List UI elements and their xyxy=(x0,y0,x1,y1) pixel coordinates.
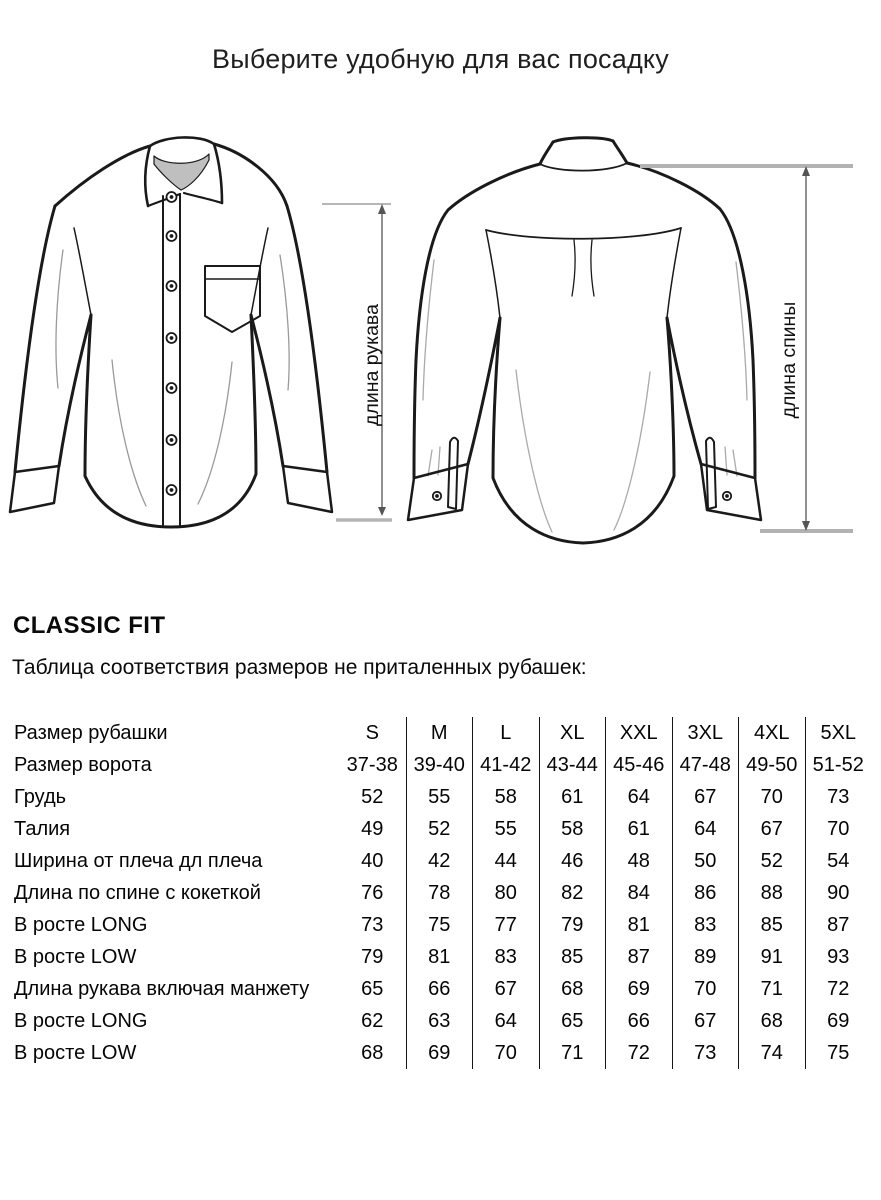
size-cell: 61 xyxy=(539,781,606,813)
table-row xyxy=(14,845,872,877)
size-cell: 67 xyxy=(672,1005,739,1037)
size-cell: 67 xyxy=(672,781,739,813)
size-cell: 72 xyxy=(605,1037,672,1069)
size-cell: 79 xyxy=(361,946,384,968)
size-cell: 81 xyxy=(406,941,473,973)
size-cell: 65 xyxy=(539,1005,606,1037)
size-cell: L xyxy=(472,717,539,749)
size-cell: 55 xyxy=(472,813,539,845)
row-label: Длина рукава включая манжету xyxy=(14,978,310,1000)
size-cell: 37-38 xyxy=(346,754,398,776)
size-cell: 64 xyxy=(472,1005,539,1037)
size-cell: 49-50 xyxy=(738,749,805,781)
size-cell: 85 xyxy=(539,941,606,973)
size-cell: 93 xyxy=(805,941,872,973)
size-cell: 63 xyxy=(406,1005,473,1037)
size-cell: 50 xyxy=(672,845,739,877)
size-cell: 62 xyxy=(361,1010,384,1032)
table-row xyxy=(14,1037,872,1069)
size-cell: 83 xyxy=(672,909,739,941)
size-cell: 46 xyxy=(539,845,606,877)
size-cell: 71 xyxy=(539,1037,606,1069)
size-cell: 86 xyxy=(672,877,739,909)
size-cell: 39-40 xyxy=(406,749,473,781)
size-cell: 75 xyxy=(805,1037,872,1069)
size-cell: 84 xyxy=(605,877,672,909)
size-cell: 68 xyxy=(738,1005,805,1037)
size-cell: 70 xyxy=(672,973,739,1005)
table-row xyxy=(14,781,872,813)
size-cell: XL xyxy=(539,717,606,749)
size-cell: 66 xyxy=(406,973,473,1005)
size-cell: 42 xyxy=(406,845,473,877)
size-cell: 52 xyxy=(361,786,384,808)
page-title: Выберите удобную для вас посадку xyxy=(212,44,669,74)
front-shirt-drawing xyxy=(10,137,332,527)
size-cell: 79 xyxy=(539,909,606,941)
cuff-buttons xyxy=(433,492,731,500)
size-cell: 64 xyxy=(605,781,672,813)
size-cell: 91 xyxy=(738,941,805,973)
size-cell: S xyxy=(365,722,379,744)
size-cell: 68 xyxy=(361,1042,384,1064)
size-cell: 76 xyxy=(361,882,384,904)
size-cell: 51-52 xyxy=(805,749,872,781)
size-cell: 75 xyxy=(406,909,473,941)
size-cell: 44 xyxy=(472,845,539,877)
size-cell: 41-42 xyxy=(472,749,539,781)
size-cell: 70 xyxy=(805,813,872,845)
size-cell: XXL xyxy=(605,717,672,749)
row-label: Ширина от плеча дл плеча xyxy=(14,850,263,872)
size-cell: 88 xyxy=(738,877,805,909)
size-cell: 43-44 xyxy=(539,749,606,781)
row-label: Размер ворота xyxy=(14,754,152,776)
size-cell: 70 xyxy=(472,1037,539,1069)
size-cell: 80 xyxy=(472,877,539,909)
size-cell: 69 xyxy=(805,1005,872,1037)
size-cell: 85 xyxy=(738,909,805,941)
size-cell: 49 xyxy=(361,818,384,840)
row-label: В росте LOW xyxy=(14,946,137,968)
size-table xyxy=(14,717,872,1069)
size-figure xyxy=(0,120,881,580)
arrow-down-icon xyxy=(378,507,386,516)
table-subtitle: Таблица соответствия размеров не приталенных рубашек: xyxy=(12,656,587,679)
size-cell: 73 xyxy=(361,914,384,936)
size-cell: 66 xyxy=(605,1005,672,1037)
front-buttons xyxy=(167,192,177,495)
size-cell: 67 xyxy=(472,973,539,1005)
size-cell: 82 xyxy=(539,877,606,909)
table-row xyxy=(14,941,872,973)
row-label: Грудь xyxy=(14,786,67,808)
size-cell: 71 xyxy=(738,973,805,1005)
back-length-label: длина спины xyxy=(778,301,800,419)
size-cell: 61 xyxy=(605,813,672,845)
arrow-up-icon xyxy=(378,204,386,214)
row-label: В росте LOW xyxy=(14,1042,137,1064)
table-row xyxy=(14,973,872,1005)
size-cell: 70 xyxy=(738,781,805,813)
size-cell: 74 xyxy=(738,1037,805,1069)
size-cell: 67 xyxy=(738,813,805,845)
size-cell: 87 xyxy=(805,909,872,941)
row-label: В росте LONG xyxy=(14,914,148,936)
size-cell: 4XL xyxy=(738,717,805,749)
size-cell: 65 xyxy=(361,978,384,1000)
size-cell: 89 xyxy=(672,941,739,973)
size-cell: 69 xyxy=(406,1037,473,1069)
size-cell: 40 xyxy=(361,850,384,872)
table-row xyxy=(14,717,872,749)
size-cell: 81 xyxy=(605,909,672,941)
table-row xyxy=(14,749,872,781)
size-cell: 73 xyxy=(672,1037,739,1069)
size-cell: 54 xyxy=(805,845,872,877)
back-shirt-drawing xyxy=(408,138,761,543)
size-cell: 64 xyxy=(672,813,739,845)
table-row xyxy=(14,909,872,941)
classic-fit-heading: CLASSIC FIT xyxy=(13,612,166,639)
sleeve-length-dimension xyxy=(322,204,392,520)
size-cell: 83 xyxy=(472,941,539,973)
size-cell: 87 xyxy=(605,941,672,973)
size-cell: 45-46 xyxy=(605,749,672,781)
size-cell: 58 xyxy=(539,813,606,845)
size-cell: 90 xyxy=(805,877,872,909)
row-label: В росте LONG xyxy=(14,1010,148,1032)
size-cell: 47-48 xyxy=(672,749,739,781)
row-label: Талия xyxy=(14,818,71,840)
size-cell: 78 xyxy=(406,877,473,909)
size-cell: 77 xyxy=(472,909,539,941)
size-cell: 72 xyxy=(805,973,872,1005)
size-cell: 68 xyxy=(539,973,606,1005)
row-label: Размер рубашки xyxy=(14,722,168,744)
size-cell: 58 xyxy=(472,781,539,813)
table-row xyxy=(14,877,872,909)
table-row xyxy=(14,1005,872,1037)
size-cell: 52 xyxy=(406,813,473,845)
size-cell: 52 xyxy=(738,845,805,877)
size-cell: 5XL xyxy=(805,717,872,749)
size-cell: 73 xyxy=(805,781,872,813)
size-cell: M xyxy=(406,717,473,749)
size-cell: 55 xyxy=(406,781,473,813)
size-cell: 3XL xyxy=(672,717,739,749)
sleeve-length-label: длина рукава xyxy=(361,304,383,426)
row-label: Длина по спине с кокеткой xyxy=(14,882,261,904)
size-cell: 48 xyxy=(605,845,672,877)
table-row xyxy=(14,813,872,845)
size-cell: 69 xyxy=(605,973,672,1005)
